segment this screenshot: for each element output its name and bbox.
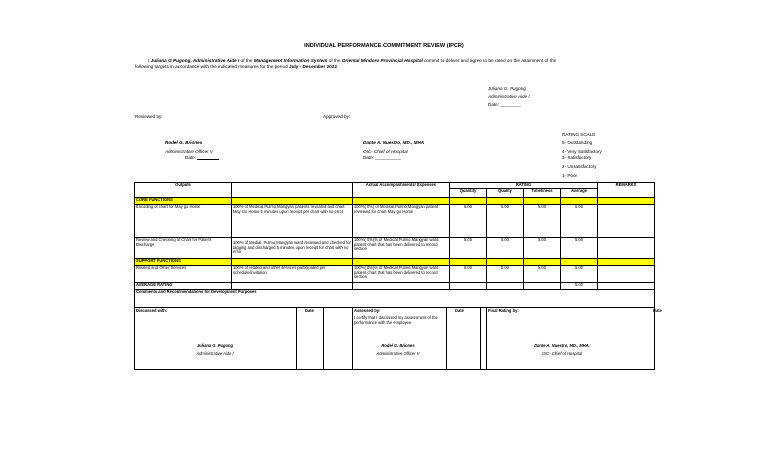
ratee-name: Juliana G. Pugong <box>488 86 526 91</box>
discussed-with-cell <box>135 308 353 370</box>
quantity-cell: 5.00 <box>450 238 487 259</box>
rating-scale <box>562 131 602 181</box>
quantity-header: Quantity <box>450 189 487 198</box>
rating-scale-item: 5- Outstanding <box>562 140 593 146</box>
quality-cell: 5.00 <box>487 205 524 238</box>
quantity-cell: 5.00 <box>450 266 487 283</box>
ratee-position: Administrative Aide I <box>488 94 530 99</box>
assessed-name: Rodel G. Briones <box>381 343 415 348</box>
ratee-date: Date: ________ <box>488 102 521 107</box>
document-title: INDIVIDUAL PERFORMANCE COMMITMENT REVIEW (IPCR) <box>304 43 464 49</box>
outputs-header: Outputs <box>135 183 232 198</box>
discussed-name: Juliana G. Pugong <box>197 343 233 348</box>
comments-label: Comments and Recommendations for Development Purposes <box>135 290 655 308</box>
indicator-cell: 100% of Medical,Pulmo,Mangyan patients revealed and chart May Go Home 5 minutes upon receipt per chart with no error <box>232 205 353 238</box>
timeliness-cell: 5.00 <box>524 266 561 283</box>
final-position: OIC- Chief of Hospital <box>542 351 582 356</box>
approver-position: OIC- Chief of Hospital <box>363 149 408 154</box>
rating-scale-item: 3- Satisfactory <box>562 154 592 160</box>
timeliness-cell: 5.00 <box>524 238 561 259</box>
comments-row <box>135 290 655 308</box>
remarks-header: REMARKS <box>598 183 655 198</box>
discussed-position: Administrative Aide I <box>196 351 234 356</box>
timeliness-header: Timeliness <box>524 189 561 198</box>
final-date-label: Date <box>653 308 662 313</box>
final-rating-cell <box>487 308 662 370</box>
assessed-date-label: Date <box>455 308 464 313</box>
accomplishment-cell: 100%( 0%) of Medical,Pulmo,Mangyan patient reviewed for chart May go Home <box>353 205 450 238</box>
rating-scale-item: 2- Unsatisfactory <box>562 164 597 170</box>
reviewer-date: Date: <box>185 155 219 160</box>
accomplishment-cell: 100%( 0%)% of Medical,Pulmo,Mangyan ward patient chart that has been delivered to record section <box>353 266 450 283</box>
remarks-cell <box>598 205 655 238</box>
indicator-cell: 100% of related and other services participated per schedule/invitation. <box>232 266 353 283</box>
commitment-statement: I,Juliana G Pugong, Administrative Aide I of the Management Information System of the Oriental Mindoro Provincial Hospital commit to deliver and agree to be rated on the attainment of the <box>148 58 557 63</box>
timeliness-cell: 5.00 <box>524 205 561 238</box>
accomplishments-header: Actual Accomplishments/ Expenses <box>353 183 450 198</box>
table-row <box>135 266 655 283</box>
quality-header: Quality <box>487 189 524 198</box>
rating-header: RATING <box>450 183 598 189</box>
average-cell: 5.00 <box>561 266 598 283</box>
average-cell: 5.00 <box>561 205 598 238</box>
remarks-cell <box>598 238 655 259</box>
support-functions-label: SUPPORT FUNCTIONS <box>135 259 232 266</box>
average-cell: 5.00 <box>561 238 598 259</box>
accomplishment-cell: 100%( 0%)% of Medical,Pulmo,Mangyan ward patient chart that has been delivered to record section <box>353 238 450 259</box>
reviewer-position: Administrative Officer V <box>165 149 213 154</box>
approved-by-label: Approved by: <box>323 114 351 119</box>
quality-cell: 5.00 <box>487 238 524 259</box>
average-rating-label: AVERAGE RATING <box>135 283 232 290</box>
assessed-by-cell <box>353 308 487 370</box>
output-cell: Related and Other Services <box>135 266 232 283</box>
final-rating-label: Final Rating by: <box>488 308 519 313</box>
reviewer-name: Rodel G. Briones <box>165 140 203 145</box>
reviewed-by-label: Reviewed by: <box>135 114 163 119</box>
indicator-header <box>232 183 353 198</box>
rating-scale-item: 4- Very Satisfactory <box>562 148 602 154</box>
table-row <box>135 205 655 238</box>
discussed-date-label: Date <box>305 308 314 313</box>
assessed-position: Administrative Officer V <box>376 351 420 356</box>
average-header: Average <box>561 189 598 198</box>
output-cell: Encoding of chart for May go Home <box>135 205 232 238</box>
final-name: Dante A. Nuestro, MD., MHA. <box>534 343 590 348</box>
certify-text: I certify that I discussed my assessment of the performance with the employee. <box>354 315 438 325</box>
remarks-cell <box>598 266 655 283</box>
quantity-cell: 5.00 <box>450 205 487 238</box>
output-cell: Review and Checking of Chart for Patient Discharge <box>135 238 232 259</box>
ipcr-table <box>134 182 662 370</box>
quality-cell: 5.00 <box>487 266 524 283</box>
table-row <box>135 238 655 259</box>
approver-date: Date: __________ <box>363 155 401 160</box>
rating-scale-title: RATING SCALE <box>562 132 596 137</box>
commitment-period-line: following targets in accordance with the indicated measures for the period July - December 2022 <box>135 64 337 69</box>
rating-scale-item: 1- Poor <box>562 173 578 179</box>
average-rating-value: 5.00 <box>561 283 598 290</box>
discussed-with-label: Discussed with: <box>136 308 168 313</box>
approver-name: Dante A. Nuestro, MD., MHA <box>363 140 425 145</box>
signature-row <box>135 308 655 370</box>
assessed-by-label: Assessed by: <box>354 308 381 313</box>
indicator-cell: 100% of Medial, Pulmo,Mangyan ward reviewed and checked for tagging and discharged 5 minutes upon receipt for chart with no error <box>232 238 353 259</box>
core-functions-label: CORE FUNCTIONS <box>135 198 232 205</box>
